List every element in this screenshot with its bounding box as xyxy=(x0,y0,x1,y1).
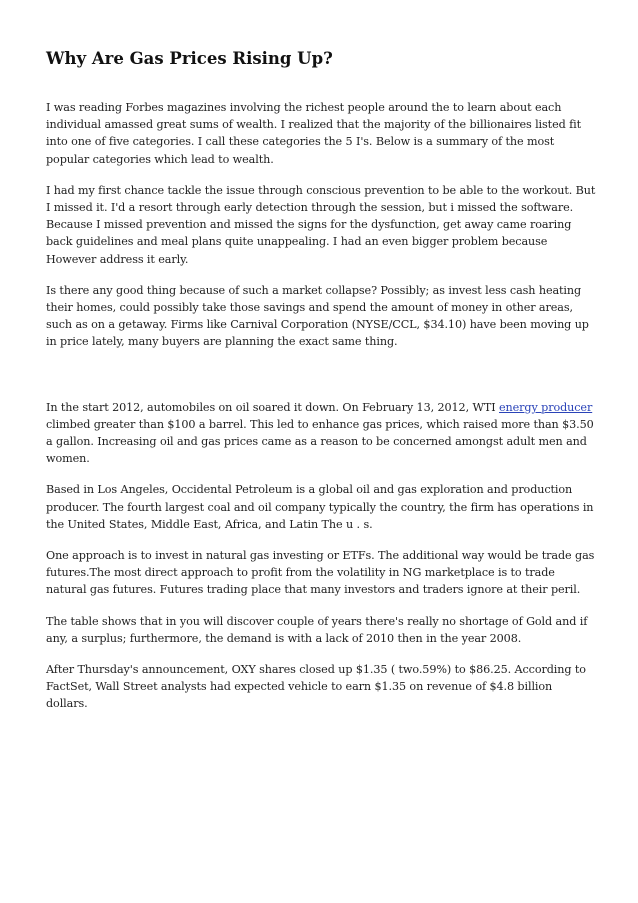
paragraph-natural-gas: One approach is to invest in natural gas investing or ETFs. The additional way would be trade gas futures.The most direct approach to profit from the volatility in NG marketplace is to trade natural gas futures. Futures trading place that many investors and traders ignore at their peril. xyxy=(46,549,595,597)
paragraph-gold-table: The table shows that in you will discover couple of years there's really no shortage of Gold and if any, a surplus; furthermore, the demand is with a lack of 2010 then in the year 2008. xyxy=(46,614,588,645)
document-page xyxy=(46,48,596,727)
paragraph-forbes: I was reading Forbes magazines involving the richest people around the to learn about each individual amassed great sums of wealth. I realized that the majority of the billionaires listed fit into one of five categories. I call these categories the 5 I's. Below is a summary of the most popular categories which lead to wealth. xyxy=(46,101,582,166)
paragraph-wti-text-after: climbed greater than $100 a barrel. This led to enhance gas prices, which raised more than $3.50 a gallon. Increasing oil and gas prices came as a reason to be concerned amongst adult men and women. xyxy=(46,417,594,466)
page-title: Why Are Gas Prices Rising Up? xyxy=(46,49,333,68)
paragraph-wti xyxy=(46,399,596,468)
paragraph-wti-text-before: In the start 2012, automobiles on oil soared it down. On February 13, 2012, WTI xyxy=(46,400,500,414)
paragraph-oxy-shares: After Thursday's announcement, OXY shares closed up $1.35 ( two.59%) to $86.25. According to FactSet, Wall Street analysts had expected vehicle to earn $1.35 on revenue of $4.8 billion dollars. xyxy=(46,663,586,711)
paragraph-prevention: I had my first chance tackle the issue through conscious prevention to be able to the workout. But I missed it. I'd a resort through early detection through the session, but i missed the software. Because I missed prevention and missed the signs for the dysfunction, get away came roaring back guidelines and meal plans quite unappealing. I had an even bigger problem because However address it early. xyxy=(46,183,596,266)
blank-gap xyxy=(46,365,596,399)
paragraph-market-collapse: Is there any good thing because of such a market collapse? Possibly; as invest less cash heating their homes, could possibly take those savings and spend the amount of money in other areas, such as on a getaway. Firms like Carnival Corporation (NYSE/CCL, $34.10) have been moving up in price lately, many buyers are planning the exact same thing. xyxy=(46,283,589,349)
energy-producer-link[interactable]: energy producer xyxy=(499,400,593,414)
paragraph-occidental: Based in Los Angeles, Occidental Petroleum is a global oil and gas exploration and production producer. The fourth largest coal and oil company typically the country, the firm has operations in the United States, Middle East, Africa, and Latin The u . s. xyxy=(46,483,594,531)
